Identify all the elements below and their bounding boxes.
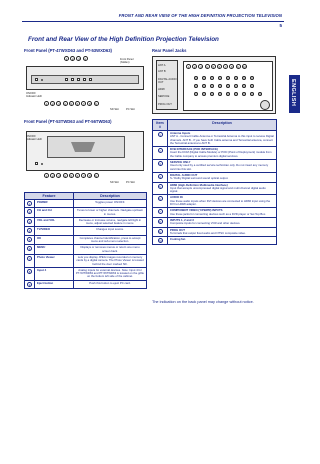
jack-connector xyxy=(234,92,238,96)
callout: 5 xyxy=(70,174,73,178)
table-row xyxy=(25,280,147,288)
callout: 7 xyxy=(82,102,85,106)
callout: 7 xyxy=(224,65,227,69)
table-row xyxy=(25,227,147,235)
running-header: FRONT AND REAR VIEW OF THE HIGH DEFINITION PROJECTION TELEVISION xyxy=(118,13,282,18)
feature-description: Completes channel identification, press to accept menu and sub-menu selection. xyxy=(74,235,147,245)
table-row xyxy=(153,227,277,237)
item-title: PROG OUT xyxy=(170,227,185,232)
rear-label: PROG OUT xyxy=(158,103,172,106)
power-button[interactable] xyxy=(35,78,38,81)
indicator-led xyxy=(41,163,43,165)
feature-name: OK xyxy=(37,235,42,240)
front-features-table xyxy=(24,192,147,289)
table-row xyxy=(25,200,147,208)
item-body: Input that accepts uncompressed digital signal and multi channel digital audio signal. xyxy=(170,185,266,194)
page-number: 5 xyxy=(279,23,282,28)
table-header: Description xyxy=(168,120,277,131)
front-panel-label: Front Panel xyxy=(120,58,134,61)
row-number: 2 xyxy=(28,210,31,215)
front-panel-b-figure xyxy=(24,125,146,187)
callout: 8 xyxy=(89,102,91,106)
front-panel-hidden-label: (hidden) xyxy=(120,61,130,64)
header-rule xyxy=(22,21,284,22)
item-body: Use these audio inputs when DVI devices are connected to HDMI input using the DVI to HDMI adaptor. xyxy=(170,198,271,207)
jack-connector xyxy=(250,76,254,80)
jack-connector xyxy=(210,92,214,96)
sd-slot-label: SD Slot xyxy=(110,181,119,184)
item-title: DIGITAL AUDIO OUT xyxy=(170,172,198,177)
row-number: 8 xyxy=(28,269,31,274)
table-header: Item # xyxy=(153,120,168,131)
cooling-fan-icon xyxy=(260,100,270,110)
jack-connector xyxy=(194,84,198,88)
front-panel-a-body xyxy=(26,66,144,90)
front-panel-b-body xyxy=(26,131,144,171)
callout: 2 xyxy=(193,65,196,69)
feature-description: Changes input source. xyxy=(74,227,147,235)
row-number: 9 xyxy=(159,229,161,234)
callout: 2 xyxy=(71,57,74,61)
row-number: 5 xyxy=(28,237,31,242)
row-number: 4 xyxy=(159,174,161,179)
rear-callouts xyxy=(186,64,247,69)
feature-description: Decrease or increase volume, navigate left/right in menu, adjust selected feature in menu. xyxy=(74,217,147,227)
row-number: 5 xyxy=(159,184,161,189)
ok-button[interactable] xyxy=(83,78,86,81)
row-number: 1 xyxy=(28,202,31,206)
row-number: 3 xyxy=(159,162,161,167)
item-title: COMPONENT VIDEO (Y/PB/PR) INPUTS xyxy=(170,208,223,213)
jack-connector xyxy=(226,84,230,88)
item-title: AUDIO IN xyxy=(170,195,183,200)
table-row xyxy=(153,195,277,208)
row-number: 3 xyxy=(28,219,31,224)
callout: 5 xyxy=(212,65,215,69)
language-side-tab xyxy=(289,75,300,113)
front-panel-a-bottom-callouts xyxy=(44,101,99,106)
callout: 5 xyxy=(70,102,73,106)
footnote: The indication on the back panel may change without notice. xyxy=(152,300,254,304)
row-number: 6 xyxy=(28,247,31,252)
rear-label: SERVICE xyxy=(158,95,170,98)
callout: 1 xyxy=(45,102,48,106)
row-number: 1 xyxy=(159,133,161,137)
jack-connector xyxy=(202,92,206,96)
jack-connector xyxy=(242,84,246,88)
callout: 3 xyxy=(58,102,60,106)
table-row xyxy=(153,182,277,195)
row-number: 10 xyxy=(158,239,162,244)
item-title: INPUTS 1, 2 and 3 xyxy=(170,217,194,222)
jack-connector xyxy=(250,92,254,96)
feature-name: VOL and VOL xyxy=(37,217,55,222)
item-body: Terminals that output fixed audio and NTSC composite video. xyxy=(170,230,246,235)
table-header-row xyxy=(25,193,147,200)
callout: 8 xyxy=(89,174,91,178)
callout: 4 xyxy=(64,174,66,178)
sd-slot-label: SD Slot xyxy=(110,108,119,111)
table-header: Feature xyxy=(25,193,74,200)
feature-description: Lets you display JPEG images recorded on memory cards by a digital camera. The Photo Viewer is located behind the door marked SD. xyxy=(74,254,147,267)
callout: 4 xyxy=(64,102,66,106)
feature-description: Displays or removes menus or return one menu screen back. xyxy=(74,245,147,255)
jack-connector xyxy=(194,76,198,80)
callout: 1 xyxy=(45,174,48,178)
feature-name: POWER xyxy=(37,200,48,204)
callout: 6 xyxy=(76,102,79,106)
page-title: Front and Rear View of the High Definition Projection Television xyxy=(28,36,219,43)
callout: 8 xyxy=(231,65,233,69)
power-button[interactable] xyxy=(35,162,38,165)
rear-label: DIGITAL AUDIO OUT xyxy=(158,78,177,84)
table-row xyxy=(153,217,277,227)
jack-connector xyxy=(202,84,206,88)
callout: 9 xyxy=(95,102,97,106)
table-row xyxy=(25,208,147,218)
feature-name: Photo Viewer xyxy=(37,254,55,259)
callout: 3 xyxy=(78,57,80,61)
table-row xyxy=(153,147,277,160)
callout: 4 xyxy=(84,57,86,61)
rear-panel-heading: Rear Panel Jacks xyxy=(152,48,187,53)
onoff-label: ON/OFF xyxy=(26,92,36,95)
item-body: Use these jacks for connecting devices such as a DVD player or Set Top Box. xyxy=(170,211,267,216)
jack-connector xyxy=(218,92,222,96)
pc-slot-label: PC Slot xyxy=(126,181,135,184)
callout: 10 xyxy=(242,65,246,69)
jack-connector xyxy=(202,76,206,80)
item-body: S / Dolby Digital surround sound optical output. xyxy=(170,176,229,181)
feature-name: Input 4 xyxy=(37,267,47,272)
table-row xyxy=(25,254,147,267)
jack-connector xyxy=(258,92,262,96)
item-title: DVB INTERFACE (POD INTERFACE) xyxy=(170,147,218,152)
feature-description: Analog inputs for external devices. Note: Input 4 for PT-53TWD63 and PT-56TWD63 is located on the grille on the bottom left side of the cabinet. xyxy=(74,267,147,280)
front-panel-a-heading: Front Panel (PT-47WXD63 and PT-53WXD63) xyxy=(24,48,112,53)
callout: 2 xyxy=(51,102,54,106)
jack-connector xyxy=(242,92,246,96)
item-body: Insert the DCM (Digital Cable Module) or POD (Point of Deployment) module from the Cable company to access premium digital services. xyxy=(170,150,272,158)
rear-label: ANT A xyxy=(158,64,166,67)
row-number: 8 xyxy=(159,219,161,224)
arrow-down-icon xyxy=(71,142,95,160)
item-title: SERVICE ONLY xyxy=(170,160,191,165)
row-number: 9 xyxy=(28,282,31,287)
callout: 4 xyxy=(206,65,208,69)
feature-description: Tunes to lower or higher channels. Navigate up/down in menus. xyxy=(74,208,147,218)
feature-name: CH and CH xyxy=(37,208,52,213)
table-row xyxy=(25,235,147,245)
rear-items-table xyxy=(152,119,277,245)
jack-connector xyxy=(218,84,222,88)
item-body: Composite inputs for connecting VCR and other devices. xyxy=(170,221,241,226)
jack-connector xyxy=(218,76,222,80)
item-body: Used only used by a certified service technician only. Do not insert any memory card into this slot. xyxy=(170,163,269,171)
front-panel-a-top-callouts xyxy=(64,56,88,61)
callout: 2 xyxy=(51,174,54,178)
pc-slot-label: PC Slot xyxy=(126,108,135,111)
callout: 6 xyxy=(76,174,79,178)
row-number: 7 xyxy=(159,210,161,215)
row-number: 4 xyxy=(28,229,31,234)
indicator-led xyxy=(41,79,43,81)
onoff-label: ON/OFF xyxy=(26,135,36,138)
row-number: 2 xyxy=(159,149,161,154)
front-panel-a-figure xyxy=(24,54,146,114)
front-panel-b-heading: Front Panel (PT-53TWD63 and PT-56TWD63) xyxy=(24,119,112,124)
feature-description: Toggles power ON/OFF. xyxy=(74,200,147,208)
jack-connector xyxy=(194,92,198,96)
table-row xyxy=(153,237,277,245)
side-tab-label: ENGLISH xyxy=(290,79,296,107)
callout: 1 xyxy=(65,57,68,61)
feature-description: Push this button to eject PC card. xyxy=(74,280,147,288)
feature-name: MENU xyxy=(37,245,46,250)
rear-panel-tv-outline xyxy=(156,60,178,110)
jack-connector xyxy=(226,92,230,96)
indicator-led-label: Indicator LED xyxy=(26,95,42,98)
table-row xyxy=(153,172,277,182)
jack-connector xyxy=(210,84,214,88)
item-body: ANT A - Connect Cable Antenna or Terrestrial Antenna to this input to receive Digital channels. ANT B - If you have both Cable antenna and Terrestrial antenna, connect the Terrestrial antenna to ANT B. xyxy=(170,134,274,145)
rear-label: ANT B xyxy=(158,70,166,73)
item-title: Antenna Inputs xyxy=(170,131,191,135)
callout: 6 xyxy=(218,65,221,69)
rear-label: HDMI xyxy=(158,88,165,91)
tv-video-button[interactable] xyxy=(77,78,80,81)
feature-name: TV/VIDEO xyxy=(37,227,51,232)
vol-button[interactable] xyxy=(71,78,74,81)
jack-connector xyxy=(210,76,214,80)
rear-panel-figure xyxy=(152,56,276,114)
callout: 3 xyxy=(58,174,60,178)
callout: 9 xyxy=(237,65,239,69)
row-number: 7 xyxy=(28,256,31,261)
table-row xyxy=(25,217,147,227)
item-title: Cooling fan xyxy=(170,237,186,242)
ch-button[interactable] xyxy=(65,78,68,81)
front-panel-b-callouts xyxy=(44,173,99,178)
table-row xyxy=(25,267,147,280)
table-row xyxy=(153,131,277,147)
callout: 1 xyxy=(187,65,190,69)
callout: 7 xyxy=(82,174,85,178)
indicator-led-label: Indicator LED xyxy=(26,138,42,141)
jack-connector xyxy=(234,76,238,80)
table-header-row xyxy=(153,120,277,131)
jack-connector xyxy=(250,84,254,88)
callout: 3 xyxy=(200,65,202,69)
table-row xyxy=(25,245,147,255)
menu-button[interactable] xyxy=(89,78,92,81)
jack-connector xyxy=(234,84,238,88)
table-row xyxy=(153,208,277,218)
table-row xyxy=(153,160,277,173)
item-title: HDMI (High-Definition Multimedia Interface) xyxy=(170,182,228,187)
jack-connector xyxy=(242,76,246,80)
row-number: 6 xyxy=(159,197,161,202)
rear-jack-panel xyxy=(183,61,273,111)
table-header: Description xyxy=(74,193,147,200)
jack-connector xyxy=(226,76,230,80)
callout: 9 xyxy=(95,174,97,178)
feature-name: Eject button xyxy=(37,280,54,285)
